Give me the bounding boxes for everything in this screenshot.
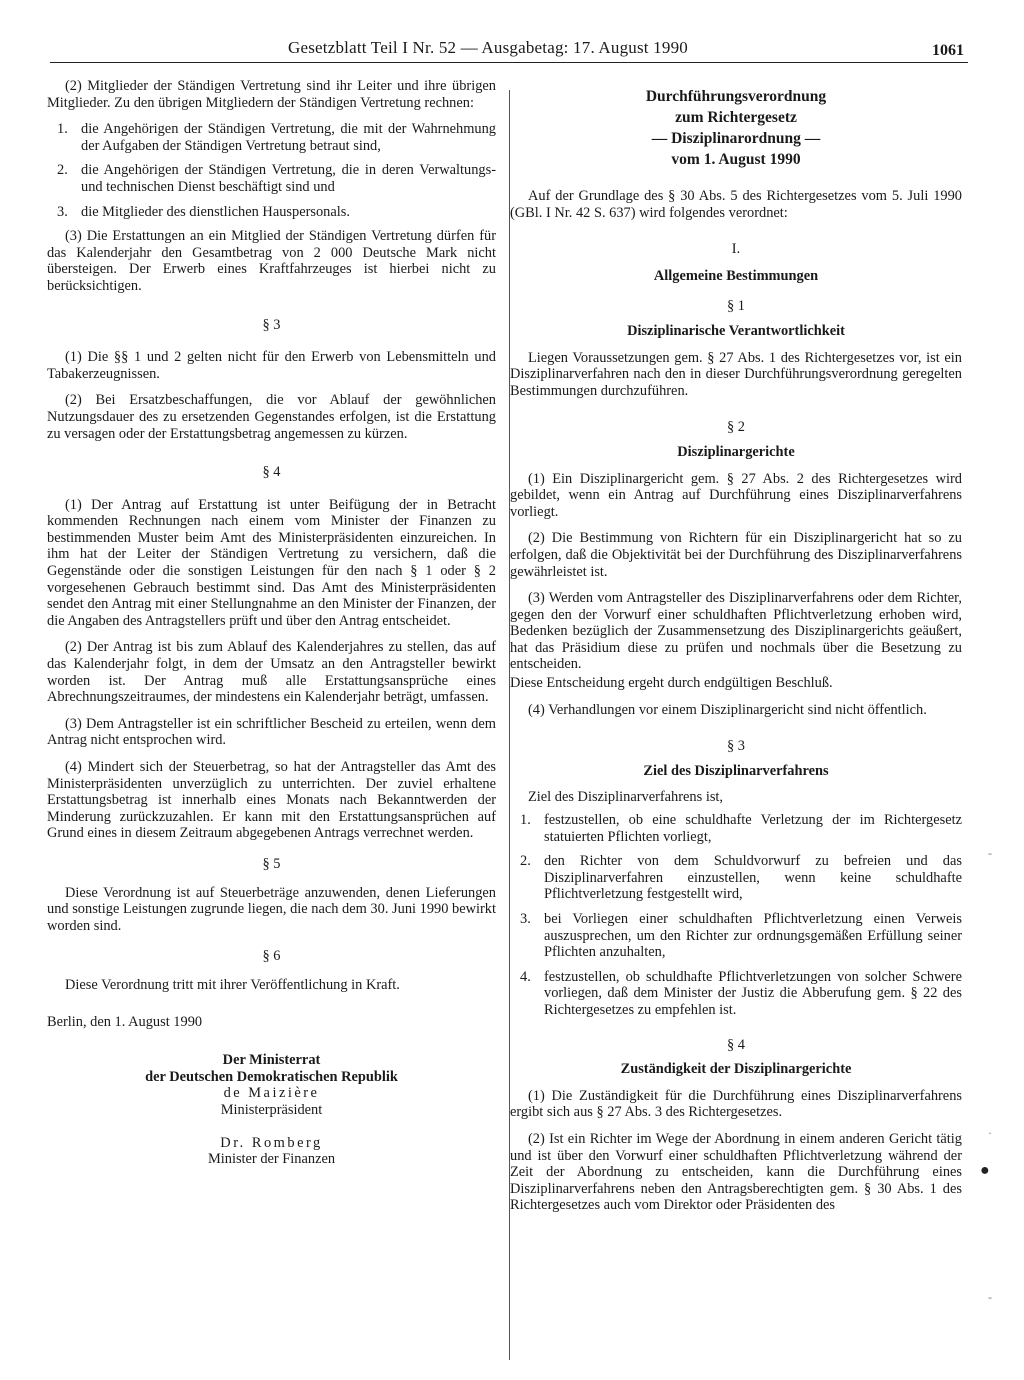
- paragraph: (3) Die Erstattungen an ein Mitglied der Ständigen Vertretung dürfen für das Kalenderjahr den Gesamtbetrag von 2 000 Deutsche Mark nicht übersteigen. Der Erwerb eines Kraftfahrzeuges ist hierbei nicht zu berücksichtigen.: [47, 228, 496, 294]
- section-heading: § 4: [727, 1036, 745, 1053]
- right-column: [510, 86, 962, 1224]
- list-text: bei Vorliegen einer schuldhaften Pflichtverletzung einen Verweis auszusprechen, um den Richter zur ordnungsgemäßen Erfüllung seiner Pflichten anzuhalten,: [544, 911, 962, 961]
- signature-org-line: Der Ministerrat: [222, 1052, 321, 1069]
- part-number: I.: [731, 241, 741, 258]
- paragraph: Diese Verordnung tritt mit ihrer Veröffentlichung in Kraft.: [65, 976, 400, 993]
- place-date: Berlin, den 1. August 1990: [47, 1013, 203, 1030]
- paragraph: (3) Werden vom Antragsteller des Disziplinarverfahrens oder dem Richter, gegen den der Vorwurf einer schuldhaften Pflichtverletzung erhoben wird, Bedenken bezüglich der Zusammensetzung des Disziplinargerichts geäußert, hat das Präsidium diese zu prüfen und nochmals über die Besetzung zu entscheiden.: [510, 590, 962, 673]
- signature-org-line: der Deutschen Demokratischen Republik: [145, 1068, 398, 1085]
- decree-title-line: — Disziplinarordnung —: [651, 130, 821, 147]
- paragraph: (1) Der Antrag auf Erstattung ist unter Beifügung der in Betracht kommenden Rechnungen nach einem vom Minister der Finanzen zu bestimmenden Muster beim Amt des Ministerpräsidenten einzureichen. In ihm hat der Leiter der Ständigen Vertretung zu versichern, daß die Gegenstände oder die sonstigen Leistungen für den nach § 1 oder § 2 vorgesehenen Gebrauch bestimmt sind. Das Amt des Ministerpräsidenten sendet den Antrag mit einer Stellungnahme an den Minister der Finanzen, der die Angaben des Antragstellers prüft und über den Antrag entscheidet.: [47, 496, 496, 629]
- list-number: 2.: [57, 162, 68, 179]
- paragraph: (2) Die Bestimmung von Richtern für ein Disziplinargericht hat so zu erfolgen, daß die Objektivität bei der Durchführung des Disziplinarverfahrens gewährleistet ist.: [510, 530, 962, 580]
- list-item: [510, 969, 962, 1019]
- section-heading: § 5: [262, 855, 281, 872]
- section-heading: § 2: [727, 419, 745, 436]
- paragraph: (2) Mitglieder der Ständigen Vertretung sind ihr Leiter und ihre übrigen Mitglieder. Zu den übrigen Mitgliedern der Ständigen Vertretung rechnen:: [47, 78, 496, 111]
- section-title: Disziplinarische Verantwortlichkeit: [627, 322, 845, 339]
- section-heading: § 6: [262, 948, 281, 965]
- decree-title-line: Durchführungsverordnung: [645, 88, 827, 105]
- list-number: 4.: [520, 968, 531, 985]
- signature-role: Ministerpräsident: [220, 1101, 323, 1118]
- list-text: die Angehörigen der Ständigen Vertretung, die in deren Verwaltungs- und technischen Dienst beschäftigt sind und: [81, 162, 496, 195]
- list-number: 2.: [520, 853, 531, 870]
- left-column: [47, 78, 496, 1168]
- list-item: [47, 204, 496, 221]
- margin-mark: ·: [988, 1126, 992, 1140]
- section-heading: § 1: [727, 298, 745, 315]
- list-number: 1.: [57, 121, 68, 138]
- paragraph: (1) Ein Disziplinargericht gem. § 27 Abs. 2 des Richtergesetzes wird gebildet, wenn ein Antrag auf Durchführung eines Disziplinarverfahrens vorliegt.: [510, 470, 962, 520]
- paragraph: Diese Entscheidung ergeht durch endgültigen Beschluß.: [510, 675, 833, 692]
- decree-title-line: zum Richtergesetz: [675, 109, 797, 126]
- paragraph: (2) Bei Ersatzbeschaffungen, die vor Ablauf der gewöhnlichen Nutzungsdauer des zu ersetzenden Gegenstandes erfolgen, ist die Erstattung zu versagen oder der Erstattungsbetrag angemessen zu kürzen.: [47, 392, 496, 442]
- decree-title-line: vom 1. August 1990: [671, 151, 801, 168]
- paragraph: (4) Verhandlungen vor einem Disziplinargericht sind nicht öffentlich.: [528, 701, 927, 718]
- signature-block: [47, 1052, 496, 1168]
- paragraph: (2) Der Antrag ist bis zum Ablauf des Kalenderjahres zu stellen, das auf das Kalenderjahr folgt, in dem der Umsatz an den Antragsteller bewirkt worden ist. Der Antrag muß alle Erstattungsansprüche eines Abrechnungszeitraumes, der mindestens ein Kalenderjahr beträgt, umfassen.: [47, 639, 496, 706]
- signature-name: Dr. Romberg: [220, 1134, 323, 1151]
- paragraph: (3) Dem Antragsteller ist ein schriftlicher Bescheid zu erteilen, wenn dem Antrag nicht entsprochen wird.: [47, 715, 496, 749]
- list-item: [510, 911, 962, 961]
- section-title: Zuständigkeit der Disziplinargerichte: [620, 1061, 852, 1078]
- list-item: [510, 812, 962, 845]
- list-text: festzustellen, ob eine schuldhafte Verletzung der im Richtergesetz statuierten Pflichten vorliegt,: [544, 812, 962, 845]
- paragraph: (2) Ist ein Richter im Wege der Abordnung in einem anderen Gericht tätig und ist über den Vorwurf einer schuldhaften Pflichtverletzung während der Zeit der Abordnung zu entscheiden, kann die Durchführung eines Disziplinarverfahrens neben den Antragsberechtigten gem. § 30 Abs. 1 des Richtergesetzes auch vom Direktor oder Präsidenten des: [510, 1130, 962, 1214]
- list-number: 1.: [520, 812, 531, 829]
- section-title: Disziplinargerichte: [677, 443, 795, 460]
- list-text: die Mitglieder des dienstlichen Hauspersonals.: [81, 203, 350, 220]
- page-header: [50, 38, 968, 63]
- paragraph: Diese Verordnung ist auf Steuerbeträge anzuwenden, denen Lieferungen und sonstige Leistungen zugrunde liegen, die nach dem 30. Juni 1990 bewirkt worden sind.: [47, 884, 496, 934]
- page-number: 1061: [932, 42, 964, 59]
- list-number: 3.: [520, 911, 531, 927]
- paragraph: (4) Mindert sich der Steuerbetrag, so hat der Antragsteller das Amt des Ministerpräsidenten unverzüglich zu unterrichten. Der zuviel erhaltene Erstattungsbetrag ist innerhalb eines Monats nach Bekanntwerden der Minderung zurückzuzahlen. Er kann mit den Erstattungsansprüchen auf Grund eines in diesem Zeitraum abgegebenen Antrags verrechnet werden.: [47, 759, 496, 842]
- list-number: 3.: [57, 203, 68, 220]
- list-item: [47, 162, 496, 195]
- signature-name: de Maizière: [223, 1085, 320, 1102]
- list-text: den Richter von dem Schuldvorwurf zu befreien und das Disziplinarverfahren einzustellen, wenn keine schuldhafte Pflichtverletzung festgestellt wird,: [544, 853, 962, 903]
- decree-title: [510, 86, 962, 170]
- part-title: Allgemeine Bestimmungen: [653, 267, 819, 284]
- paragraph: Ziel des Disziplinarverfahrens ist,: [528, 789, 724, 806]
- list-item: [47, 121, 496, 154]
- paragraph: (1) Die Zuständigkeit für die Durchführung eines Disziplinarverfahrens ergibt sich aus § 27 Abs. 3 des Richtergesetzes.: [510, 1087, 962, 1121]
- list-text: festzustellen, ob schuldhafte Pflichtverletzungen von solcher Schwere vorliegen, daß dem Minister der Justiz die Abberufung gem. § 22 des Richtergesetzes zu empfehlen ist.: [544, 968, 962, 1018]
- paragraph: (1) Die §§ 1 und 2 gelten nicht für den Erwerb von Lebensmitteln und Tabakerzeugnissen.: [47, 349, 496, 382]
- margin-mark: ●: [980, 1162, 990, 1179]
- margin-mark: -: [988, 1290, 992, 1304]
- list-item: [510, 853, 962, 903]
- signature-role: Minister der Finanzen: [207, 1151, 336, 1168]
- section-heading: § 3: [727, 738, 745, 755]
- list-text: die Angehörigen der Ständigen Vertretung, die mit der Wahrnehmung der Aufgaben der Ständigen Vertretung betraut sind,: [81, 121, 496, 154]
- header-title: Gesetzblatt Teil I Nr. 52 — Ausgabetag: 17. August 1990: [288, 38, 688, 57]
- paragraph: Liegen Voraussetzungen gem. § 27 Abs. 1 des Richtergesetzes vor, ist ein Disziplinarverfahren nach den in dieser Durchführungsverordnung geregelten Bestimmungen durchzuführen.: [510, 349, 962, 399]
- section-heading: § 4: [262, 464, 281, 481]
- margin-mark: -: [988, 846, 992, 860]
- intro-paragraph: Auf der Grundlage des § 30 Abs. 5 des Richtergesetzes vom 5. Juli 1990 (GBl. I Nr. 42 S. 637) wird folgendes verordnet:: [510, 188, 962, 221]
- section-title: Ziel des Disziplinarverfahrens: [643, 762, 829, 779]
- section-heading: § 3: [262, 316, 281, 333]
